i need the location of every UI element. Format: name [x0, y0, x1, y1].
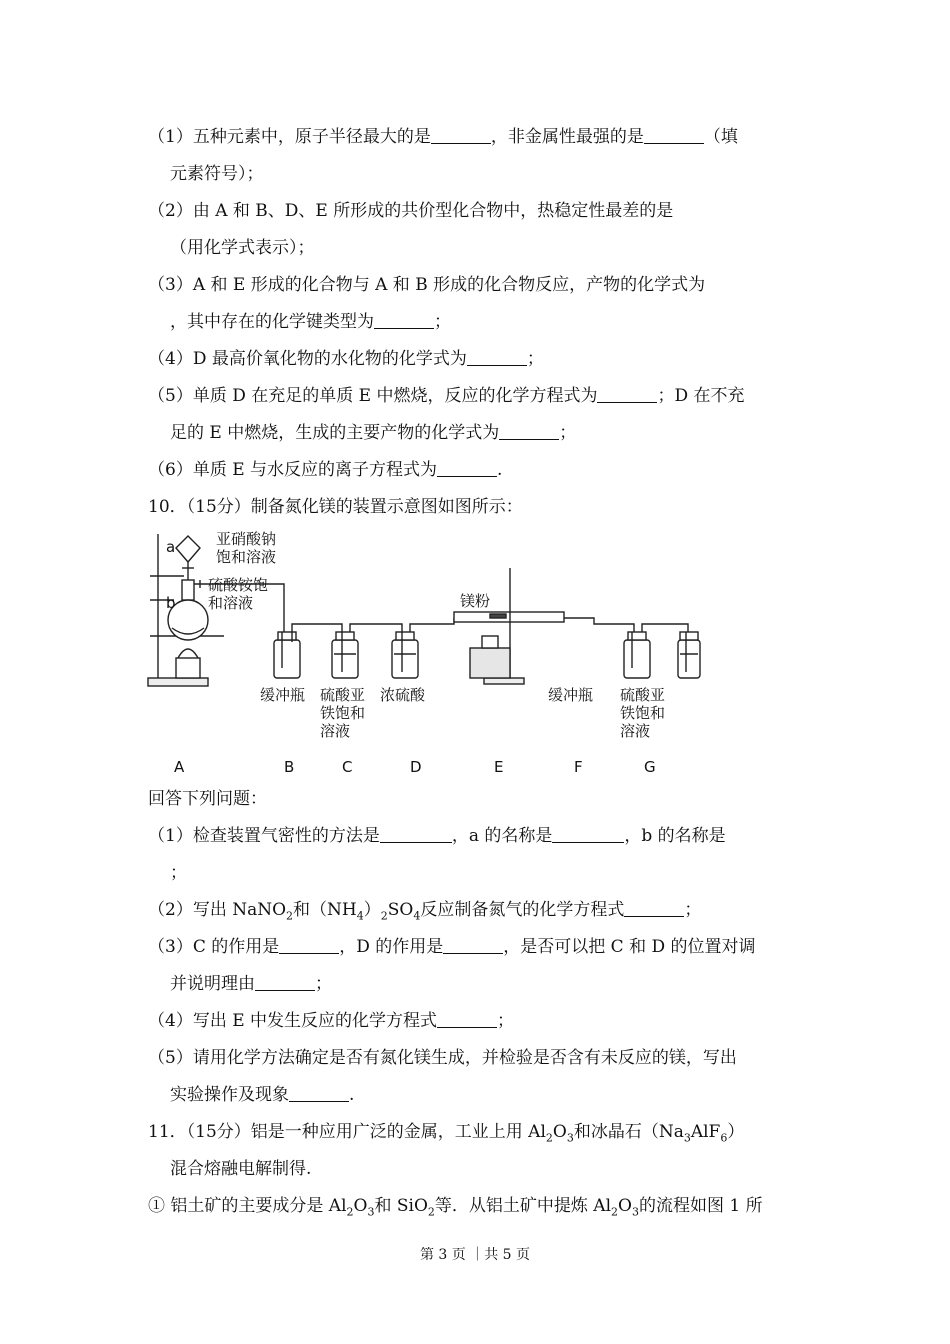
answer-blank — [443, 937, 503, 954]
text: . — [497, 460, 503, 480]
text: （3）C 的作用是 — [148, 937, 280, 957]
letter-b: B — [284, 758, 295, 776]
alcohol-burner — [176, 658, 200, 678]
q9-item-3-line2 — [170, 311, 451, 333]
label-bottle-g-line1: 硫酸亚 — [620, 686, 666, 704]
text: 元素符号）； — [170, 164, 264, 184]
bottle-d — [392, 640, 418, 678]
text: 并说明理由 — [170, 974, 255, 994]
text: O — [618, 1196, 632, 1216]
text: （填 — [703, 127, 738, 147]
text: （5）请用化学方法确定是否有氮化镁生成，并检验是否含有未反应的镁，写出 — [148, 1048, 737, 1068]
text: ； — [559, 423, 577, 443]
text: ； — [170, 863, 187, 883]
text: ） — [727, 1122, 745, 1142]
text: O — [353, 1196, 368, 1216]
bottle-b — [274, 640, 300, 678]
tube-f-g — [642, 624, 688, 632]
text: 回答下列问题： — [148, 789, 267, 809]
tube-d-e — [410, 618, 454, 632]
text: ① 铝土矿的主要成分是 Al — [148, 1196, 347, 1216]
tube-b-c — [292, 624, 342, 632]
tube-e-f — [564, 618, 634, 632]
text: 和冰晶石（Na — [573, 1122, 684, 1142]
text: 11．（15分）铝是一种应用广泛的金属，工业上用 Al — [148, 1122, 546, 1142]
q9-item-4 — [148, 348, 544, 370]
text: SO — [387, 900, 414, 920]
label-bottle-c-line1: 硫酸亚 — [320, 686, 366, 704]
letter-g: G — [644, 758, 656, 776]
bottle-g — [678, 640, 700, 678]
subscript: 4 — [356, 909, 364, 923]
label-ammonium-line2: 和溶液 — [208, 594, 254, 612]
text: ； — [684, 900, 702, 920]
q9-item-5-line1 — [148, 385, 745, 407]
answer-blank — [597, 386, 657, 403]
answer-blank — [279, 937, 339, 954]
text: 和 SiO — [374, 1196, 428, 1216]
letter-a: A — [174, 758, 185, 776]
q9-item-1-line2 — [170, 163, 264, 185]
label-nitrite-line1: 亚硝酸钠 — [216, 530, 277, 548]
answer-blank — [431, 127, 491, 144]
bottle-b-stopper — [278, 632, 296, 640]
text: （2）由 A 和 B、D、E 所形成的共价型化合物中，热稳定性最差的是 — [148, 201, 674, 221]
label-bottle-g-line3: 溶液 — [620, 722, 651, 740]
answer-blank — [467, 349, 527, 366]
text: AlF — [690, 1122, 721, 1142]
text: 反应制备氮气的化学方程式 — [420, 900, 625, 920]
text: ，a 的名称是 — [451, 826, 553, 846]
q10-item-2 — [148, 899, 701, 927]
text: 的流程如图 1 所 — [638, 1196, 763, 1216]
q9-item-1-line1 — [148, 126, 738, 148]
label-bottle-d: 浓硫酸 — [380, 686, 426, 704]
bottle-f — [624, 640, 650, 678]
text: 混合熔融电解制得. — [170, 1159, 312, 1179]
letter-f: F — [574, 758, 583, 776]
text: 实验操作及现象 — [170, 1085, 289, 1105]
separatory-funnel — [176, 536, 200, 562]
text: （4）写出 E 中发生反应的化学方程式 — [148, 1011, 438, 1031]
q10-item-1-line2 — [170, 862, 187, 884]
text: ； — [497, 1011, 515, 1031]
subscript: 2 — [380, 909, 388, 923]
q9-item-5-line2 — [170, 422, 576, 444]
subscript: 2 — [545, 1131, 553, 1145]
text: ； — [434, 312, 451, 332]
q9-item-2-line2 — [170, 237, 315, 259]
text: ，D 的作用是 — [339, 937, 444, 957]
text: 等．从铝土矿中提炼 Al — [434, 1196, 612, 1216]
heater — [470, 648, 510, 678]
q10-item-3-line1 — [148, 936, 756, 958]
answer-blank — [255, 974, 315, 991]
label-b: b — [166, 594, 176, 612]
bottle-c-stopper — [336, 632, 354, 640]
subscript: 2 — [346, 1205, 354, 1219]
tube-c-d — [350, 624, 402, 632]
burner-flame — [178, 649, 198, 658]
subscript: 3 — [367, 1205, 375, 1219]
text: （4）D 最高价氧化物的水化物的化学式为 — [148, 349, 467, 369]
label-nitrite-line2: 饱和溶液 — [216, 548, 277, 566]
subscript: 4 — [413, 909, 421, 923]
subscript: 3 — [566, 1131, 574, 1145]
subscript: 2 — [427, 1205, 435, 1219]
text: ） — [363, 900, 381, 920]
bottle-d-stopper — [396, 632, 414, 640]
label-bottle-b: 缓冲瓶 — [260, 686, 306, 704]
answer-blank — [437, 1011, 497, 1028]
label-bottle-f: 缓冲瓶 — [548, 686, 594, 704]
q11-stem-line2 — [170, 1158, 311, 1180]
text: （2）写出 NaNO — [148, 900, 287, 920]
subscript: 2 — [611, 1205, 619, 1219]
text: （用化学式表示）； — [170, 238, 315, 258]
text: O — [552, 1122, 567, 1142]
stand-e-base — [484, 678, 524, 684]
subscript: 2 — [286, 909, 294, 923]
apparatus-diagram — [144, 528, 704, 778]
label-bottle-c-line3: 溶液 — [320, 722, 351, 740]
heater-top — [482, 636, 498, 648]
label-a: a — [166, 538, 176, 556]
text: 足的 E 中燃烧，生成的主要产物的化学式为 — [170, 423, 500, 443]
answer-blank — [289, 1085, 349, 1102]
subscript: 3 — [683, 1131, 691, 1145]
label-ammonium-line1: 硫酸铵饱 — [208, 576, 269, 594]
text: . — [349, 1085, 355, 1105]
text: ；D 在不充 — [657, 386, 745, 406]
answer-blank — [624, 900, 684, 917]
answer-blank — [437, 460, 497, 477]
answer-blank — [374, 312, 434, 329]
q10-item-4 — [148, 1010, 514, 1032]
text: （1）检查装置气密性的方法是 — [148, 826, 380, 846]
bottle-g-stopper — [680, 632, 698, 640]
flask-neck — [182, 580, 194, 600]
bottle-c — [332, 640, 358, 678]
answer-blank — [499, 423, 559, 440]
q11-item-1 — [148, 1195, 763, 1223]
text: 10．（15分）制备氮化镁的装置示意图如图所示： — [148, 497, 523, 517]
text: （6）单质 E 与水反应的离子方程式为 — [148, 460, 438, 480]
label-bottle-g-line2: 铁饱和 — [620, 704, 666, 722]
text: （5）单质 D 在充足的单质 E 中燃烧，反应的化学方程式为 — [148, 386, 598, 406]
label-bottle-c-line2: 铁饱和 — [320, 704, 366, 722]
text: 和（NH — [293, 900, 357, 920]
subscript: 3 — [631, 1205, 639, 1219]
text: ，b 的名称是 — [624, 826, 726, 846]
q10-item-5-line1 — [148, 1047, 737, 1069]
answer-blank — [380, 826, 452, 843]
letter-e: E — [494, 758, 504, 776]
q10-item-1-line1 — [148, 825, 726, 847]
letter-c: C — [342, 758, 353, 776]
text: ，其中存在的化学键类型为 — [170, 312, 374, 332]
answer-blank — [644, 127, 704, 144]
q10-answer-prompt — [148, 788, 267, 810]
q9-item-3-line1 — [148, 274, 705, 296]
magnesium-powder — [490, 614, 506, 618]
bottle-f-stopper — [628, 632, 646, 640]
q10-item-3-line2 — [170, 973, 332, 995]
text: ； — [526, 349, 544, 369]
label-mg-powder: 镁粉 — [460, 592, 491, 610]
page-footer: 第 3 页 ｜共 5 页 — [419, 1247, 531, 1263]
text: ； — [315, 974, 332, 994]
text: ，非金属性最强的是 — [490, 127, 644, 147]
q10-stem — [148, 496, 523, 518]
letter-d: D — [410, 758, 422, 776]
q11-stem-line1 — [148, 1121, 744, 1149]
reaction-tube — [454, 612, 564, 622]
stand-base — [148, 678, 208, 686]
q10-item-5-line2 — [170, 1084, 354, 1106]
subscript: 6 — [720, 1131, 728, 1145]
answer-blank — [552, 826, 624, 843]
q9-item-2-line1 — [148, 200, 673, 222]
text: ，是否可以把 C 和 D 的位置对调 — [503, 937, 756, 957]
text: （1）五种元素中，原子半径最大的是 — [148, 127, 431, 147]
text: （3）A 和 E 形成的化合物与 A 和 B 形成的化合物反应，产物的化学式为 — [148, 275, 706, 295]
q9-item-6 — [148, 459, 502, 481]
